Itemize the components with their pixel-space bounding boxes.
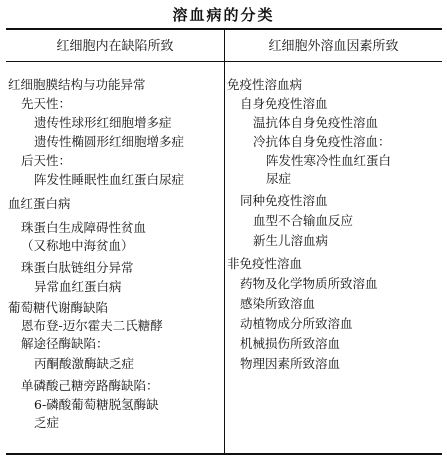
table-line: 丙酮酸激酶缺乏症	[34, 356, 135, 371]
table-title: 溶血病的分类	[172, 6, 275, 24]
table-line: 尿症	[266, 171, 292, 186]
table-line: 葡萄糖代谢酶缺陷	[8, 300, 109, 315]
table-line: 恩布登-迈尔霍夫二氏糖酵	[21, 318, 163, 333]
table-line: 动植物成分所致溶血	[240, 316, 353, 331]
table-line: 珠蛋白肽链组分异常	[21, 260, 134, 275]
table-line: 新生儿溶血病	[253, 233, 329, 248]
table-line: 先天性：	[21, 96, 72, 111]
table-line: 后天性：	[21, 153, 72, 168]
table-line: （又称地中海贫血）	[21, 238, 134, 253]
table-line: 遗传性球形红细胞增多症	[34, 115, 172, 130]
table-line: 解途径酶缺陷：	[21, 336, 109, 351]
header-right: 红细胞外溶血因素所致	[268, 39, 399, 54]
table-line: 红细胞膜结构与功能异常	[8, 77, 146, 92]
table-line: 免疫性溶血病	[227, 77, 303, 92]
table-line: 珠蛋白生成障碍性贫血	[21, 220, 147, 235]
table-line: 血红蛋白病	[8, 196, 71, 211]
table-line: 遗传性椭圆形红细胞增多症	[34, 134, 185, 149]
table-line: 同种免疫性溶血	[240, 193, 328, 208]
table-line: 物理因素所致溶血	[240, 356, 341, 371]
table-line: 自身免疫性溶血	[240, 96, 328, 111]
table-line: 单磷酸己糖旁路酶缺陷：	[21, 378, 159, 393]
table-line: 血型不合输血反应	[253, 213, 354, 228]
table-line: 机械损伤所致溶血	[240, 336, 341, 351]
header-left: 红细胞内在缺陷所致	[56, 39, 174, 54]
column-divider	[224, 30, 225, 454]
table-line: 感染所致溶血	[240, 296, 316, 311]
table-line: 6-磷酸葡萄糖脱氢酶缺	[34, 397, 159, 412]
table-line: 温抗体自身免疫性溶血	[253, 115, 379, 130]
table-line: 药物及化学物质所致溶血	[240, 276, 378, 291]
table-line: 阵发性睡眠性血红蛋白尿症	[34, 172, 185, 187]
table-line: 异常血红蛋白病	[34, 279, 122, 294]
table-line: 乏症	[34, 415, 60, 430]
table-line: 阵发性寒冷性血红蛋白	[266, 153, 392, 168]
table-line: 非免疫性溶血	[227, 256, 303, 271]
table-line: 冷抗体自身免疫性溶血：	[253, 134, 391, 149]
